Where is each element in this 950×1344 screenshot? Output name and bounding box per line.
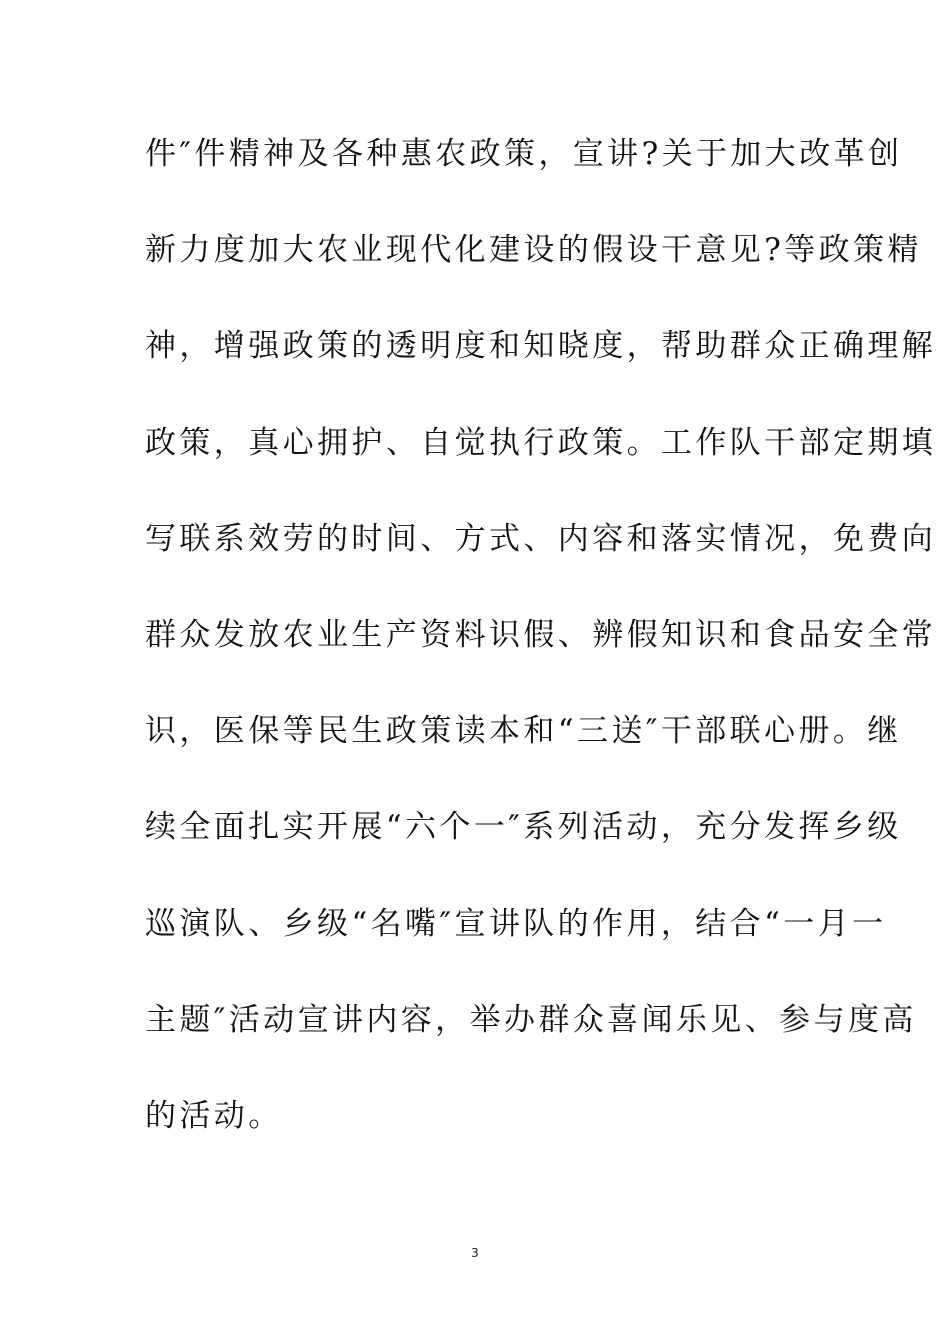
text-line: 识，医保等民生政策读本和“三送″干部联心册。继	[145, 713, 902, 750]
text-line: 写联系效劳的时间、方式、内容和落实情况，免费向	[145, 520, 937, 557]
page-number: 3	[471, 1246, 479, 1260]
text-line: 的活动。	[145, 1097, 283, 1134]
text-line: 续全面扎实开展“六个一″系列活动，充分发挥乡级	[145, 809, 902, 846]
text-line: 新力度加大农业现代化建设的假设干意见?等政策精	[145, 232, 922, 269]
text-line: 巡演队、乡级“名嘴″宣讲队的作用，结合“一月一	[145, 905, 887, 942]
text-line: 政策，真心拥护、自觉执行政策。工作队干部定期填	[145, 424, 937, 461]
text-line: 主题″活动宣讲内容，举办群众喜闻乐见、参与度高	[145, 1001, 917, 1038]
text-line: 件″件精神及各种惠农政策，宣讲?关于加大改革创	[145, 136, 903, 172]
text-line: 神，增强政策的透明度和知晓度，帮助群众正确理解	[145, 328, 937, 365]
text-line: 群众发放农业生产资料识假、辨假知识和食品安全常	[145, 616, 937, 653]
body-paragraph	[145, 126, 937, 1184]
